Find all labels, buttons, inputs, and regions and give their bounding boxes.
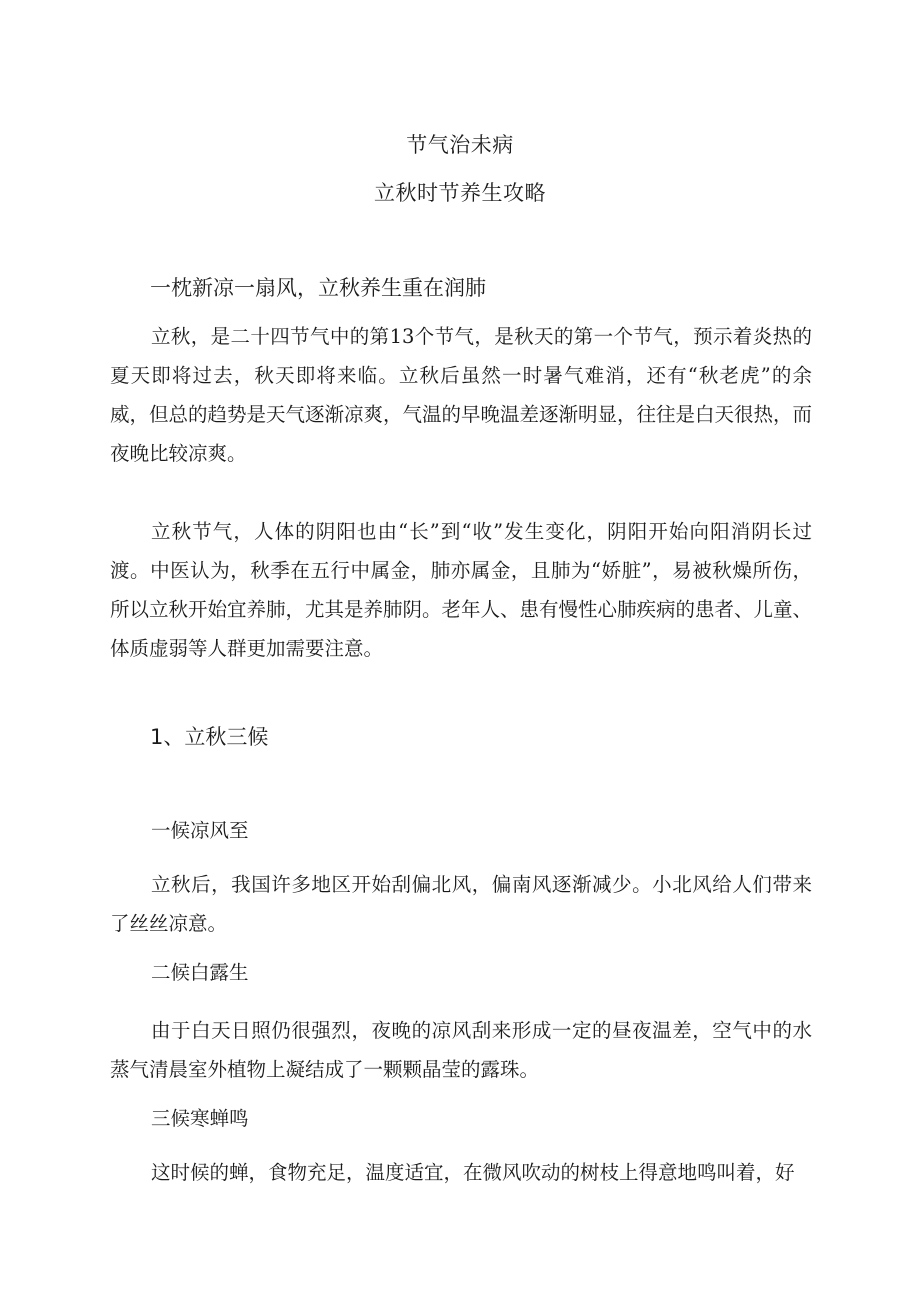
- document-title: 节气治未病: [406, 133, 514, 157]
- hou3-text: 这时候的蝉，食物充足，温度适宜，在微风吹动的树枝上得意地鸣叫着，好: [151, 1161, 795, 1184]
- paragraph-tcm: 立秋节气，人体的阴阳也由“长”到“收”发生变化，阴阳开始向阳消阴长过渡。中医认为，秋季在五行中属金，肺亦属金，且肺为“娇脏”，易被秋燥所伤，所以立秋开始宜养肺，尤其是养肺阴。老年人、患有慢性心肺疾病的患者、儿童、体质虚弱等人群更加需要注意。: [110, 520, 813, 660]
- document-subtitle: 立秋时节养生攻略: [374, 181, 546, 205]
- hou1-title: 一候凉风至: [151, 819, 249, 842]
- subsection-heading: 1、立秋三候: [150, 725, 269, 749]
- paragraph-intro: 立秋，是二十四节气中的第13个节气，是秋天的第一个节气，预示着炎热的夏天即将过去，秋天即将来临。立秋后虽然一时暑气难消，还有“秋老虎”的余威，但总的趋势是天气逐渐凉爽，气温的早晚温差逐渐明显，往往是白天很热，而夜晚比较凉爽。: [110, 325, 813, 465]
- hou3-title: 三候寒蝉鸣: [151, 1107, 249, 1130]
- hou2-text: 由于白天日照仍很强烈，夜晚的凉风刮来形成一定的昼夜温差，空气中的水蒸气清晨室外植物上凝结成了一颗颗晶莹的露珠。: [110, 1019, 812, 1081]
- hou2-title: 二候白露生: [151, 961, 249, 984]
- section-heading: 一枕新凉一扇风，立秋养生重在润肺: [150, 276, 486, 300]
- hou1-text: 立秋后，我国许多地区开始刮偏北风，偏南风逐渐减少。小北风给人们带来了丝丝凉意。: [110, 873, 812, 935]
